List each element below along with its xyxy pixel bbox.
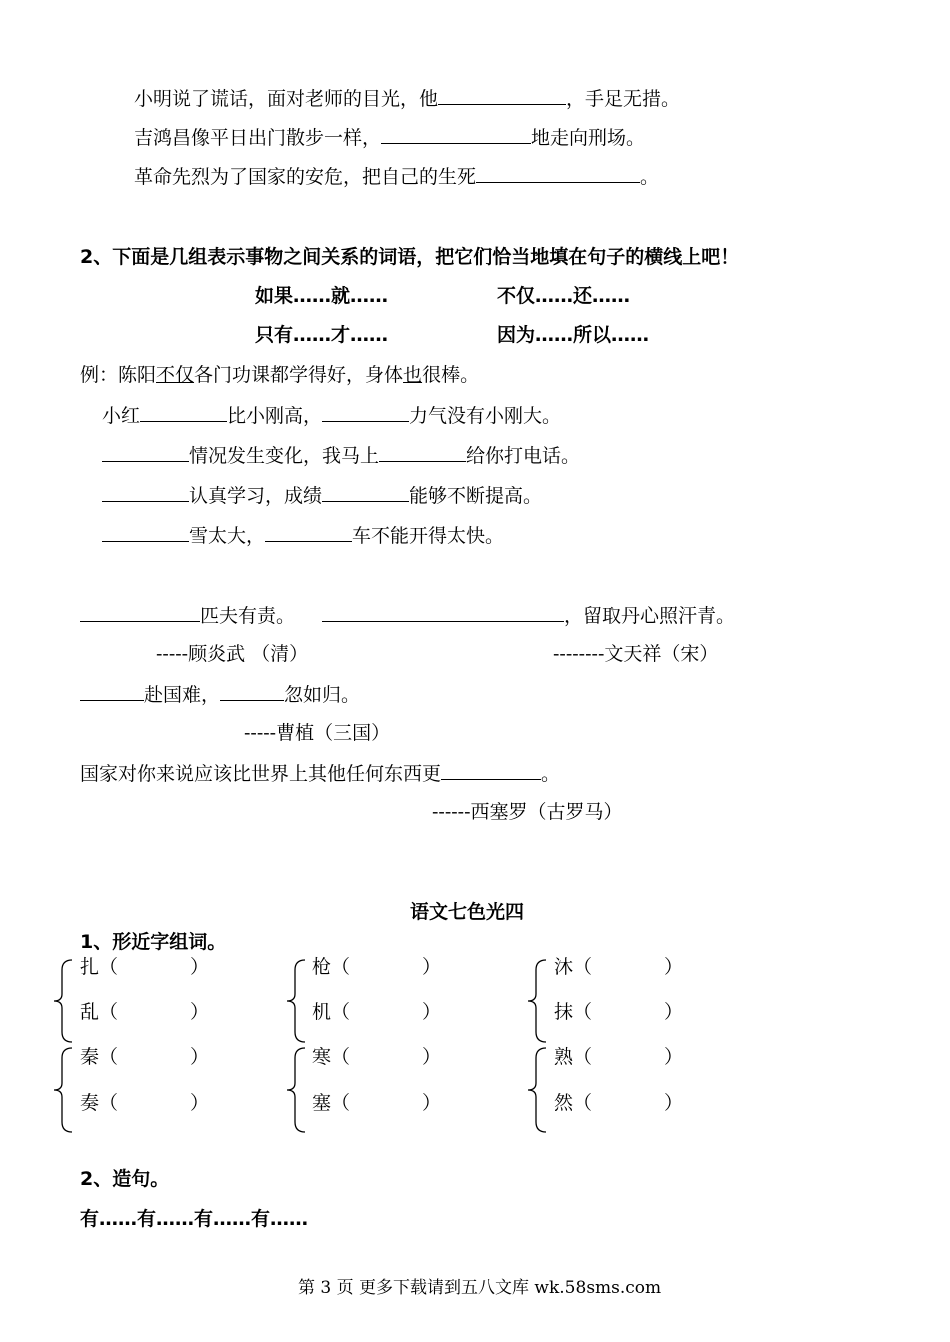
answer-blank[interactable] [322,603,564,622]
word-pair: 因为……所以…… [497,324,650,346]
example-sentence: 例：陈阳不仅各门功课都学得好，身体也很棒。 [80,364,480,386]
answer-blank[interactable] [322,403,409,422]
question-2-title: 2、下面是几组表示事物之间关系的词语，把它们恰当地填在句子的横线上吧！ [80,246,740,268]
brace-icon [283,958,309,1044]
word-pair: 不仅……还…… [497,285,631,307]
word-pair: 只有……才…… [255,324,389,346]
answer-blank[interactable] [80,603,200,622]
brace-icon [50,958,76,1044]
quote-2-author: --------文天祥（宋） [553,643,719,665]
answer-blank[interactable] [140,403,227,422]
fill-sentence-1: 小红 比小刚高， 力气没有小刚大。 [102,405,562,427]
quote-2: ，留取丹心照汗青。 [322,603,735,628]
answer-blank[interactable] [265,523,352,542]
brace-icon [50,1046,76,1134]
word-pair: 如果……就…… [255,285,389,307]
question-2-title: 2、造句。 [80,1168,170,1190]
part-title: 语文七色光四 [410,901,525,923]
brace-icon [283,1046,309,1134]
brace-icon [524,1046,550,1134]
char-item: 塞（ ） [312,1092,442,1114]
char-item: 机（ ） [312,1001,442,1023]
sentence-fill-2: 吉鸿昌像平日出门散步一样， 地走向刑场。 [134,127,646,149]
answer-blank[interactable] [379,443,466,462]
quote-1-author: -----顾炎武 （清） [156,643,309,665]
answer-blank[interactable] [476,164,640,183]
sentence-fill-3: 革命先烈为了国家的安危，把自己的生死 。 [134,166,660,188]
sentence-fill-1: 小明说了谎话，面对老师的目光，他 ，手足无措。 [134,88,681,110]
fill-sentence-3: 认真学习，成绩 能够不断提高。 [102,483,542,508]
answer-blank[interactable] [102,443,189,462]
quote-4: 国家对你来说应该比世界上其他任何东西更 。 [80,763,561,785]
char-item: 扎（ ） [80,956,210,978]
char-item: 抹（ ） [554,1001,684,1023]
fill-sentence-4: 雪太大， 车不能开得太快。 [102,523,504,548]
quote-3-author: -----曹植（三国） [244,722,391,744]
answer-blank[interactable] [381,125,531,144]
answer-blank[interactable] [441,761,541,780]
brace-icon [524,958,550,1044]
char-item: 熟（ ） [554,1046,684,1068]
char-item: 枪（ ） [312,956,442,978]
answer-blank[interactable] [322,483,409,502]
char-item: 然（ ） [554,1092,684,1114]
char-item: 奏（ ） [80,1092,210,1114]
char-item: 寒（ ） [312,1046,442,1068]
char-item: 秦（ ） [80,1046,210,1068]
answer-blank[interactable] [220,682,284,701]
quote-4-author: ------西塞罗（古罗马） [432,801,623,823]
quote-1: 匹夫有责。 [80,603,295,628]
answer-blank[interactable] [80,682,144,701]
quote-3: 赴国难， 忽如归。 [80,682,360,707]
page-footer: 第 3 页 更多下载请到五八文库 wk.58sms.com [298,1278,662,1298]
fill-sentence-2: 情况发生变化，我马上 给你打电话。 [102,443,580,468]
char-item: 沐（ ） [554,956,684,978]
sentence-pattern: 有……有……有……有…… [80,1208,309,1230]
answer-blank[interactable] [438,86,566,105]
answer-blank[interactable] [102,523,189,542]
question-1-title: 1、形近字组词。 [80,931,227,953]
char-item: 乱（ ） [80,1001,210,1023]
answer-blank[interactable] [102,483,189,502]
